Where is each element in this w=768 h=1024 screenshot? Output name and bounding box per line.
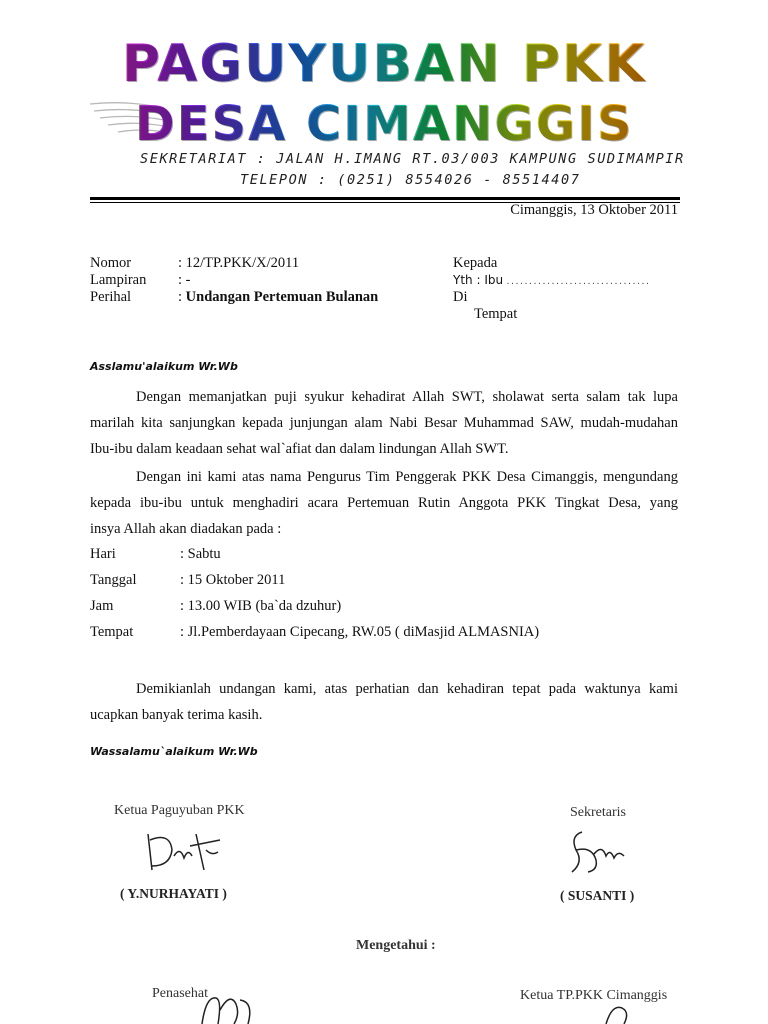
event-tanggal-value: : 15 Oktober 2011 xyxy=(180,572,286,588)
signature-penasehat-icon xyxy=(196,990,256,1024)
greeting: Asslamu'alaikum Wr.Wb xyxy=(90,360,238,373)
event-tanggal-label: Tanggal xyxy=(90,572,137,588)
perihal-value-row xyxy=(178,289,378,306)
paragraph-2-line: insya Allah akan diadakan pada : xyxy=(90,521,282,537)
recipient-kepada: Kepada xyxy=(453,255,498,271)
event-tempat-label: Tempat xyxy=(90,624,134,640)
event-hari-value: : Sabtu xyxy=(180,546,221,562)
phone-line: TELEPON : (0251) 8554026 - 85514407 xyxy=(240,172,581,188)
recipient-dots: ................................ xyxy=(506,276,651,287)
signature-nurhayati-icon xyxy=(140,826,230,876)
signature-ketua-tp-icon xyxy=(598,1000,638,1024)
paragraph-2-line: Dengan ini kami atas nama Pengurus Tim Penggerak PKK Desa Cimanggis, mengundang xyxy=(136,469,678,485)
address-line: SEKRETARIAT : JALAN H.IMANG RT.03/003 KAMPUNG SUDIMAMPIR xyxy=(140,151,685,167)
paragraph-3-line: Demikianlah undangan kami, atas perhatian dan kehadiran tepat pada waktunya kami xyxy=(136,681,678,697)
event-hari-label: Hari xyxy=(90,546,116,562)
mengetahui-label: Mengetahui : xyxy=(356,938,436,953)
perihal-value: Undangan Pertemuan Bulanan xyxy=(185,289,379,305)
signature-susanti-icon xyxy=(562,826,632,881)
paragraph-1 xyxy=(90,384,678,462)
right-signer-name: ( SUSANTI ) xyxy=(560,888,635,903)
paragraph-1-line: Dengan memanjatkan puji syukur kehadirat Allah SWT, sholawat serta salam tak lupa xyxy=(136,389,678,405)
lampiran-value: : - xyxy=(178,272,191,288)
closing: Wassalamu`alaikum Wr.Wb xyxy=(90,745,258,758)
event-jam-label: Jam xyxy=(90,598,114,614)
paragraph-3 xyxy=(90,676,678,728)
right-signer-title: Sekretaris xyxy=(570,805,626,820)
date-line: Cimanggis, 13 Oktober 2011 xyxy=(510,202,678,218)
event-tempat-value: : Jl.Pemberdayaan Cipecang, RW.05 ( diMasjid ALMASNIA) xyxy=(180,624,540,640)
bottom-right-signer-title: Ketua TP.PKK Cimanggis xyxy=(520,988,668,1003)
paragraph-2-line: kepada ibu-ibu untuk menghadiri acara Pertemuan Rutin Anggota PKK Tingkat Desa, yang xyxy=(90,495,678,511)
paragraph-1-line: marilah kita sanjungkan kepada junjungan alam Nabi Besar Muhammad SAW, mudah-mudahan xyxy=(90,415,678,431)
left-signer-name: ( Y.NURHAYATI ) xyxy=(120,886,227,901)
nomor-label: Nomor xyxy=(90,255,132,271)
recipient-di: Di xyxy=(453,289,468,305)
nomor-value: : 12/TP.PKK/X/2011 xyxy=(178,255,300,271)
paragraph-3-line: ucapkan banyak terima kasih. xyxy=(90,707,263,723)
lampiran-label: Lampiran xyxy=(90,272,147,288)
recipient-yth-row xyxy=(453,272,651,289)
org-title-line1: PAGUYUBAN PKK xyxy=(0,34,768,94)
recipient-tempat: Tempat xyxy=(474,306,518,322)
paragraph-2 xyxy=(90,464,678,542)
perihal-colon: : xyxy=(178,289,186,305)
recipient-yth: Yth : Ibu xyxy=(453,273,504,287)
perihal-label: Perihal xyxy=(90,289,132,305)
left-signer-title: Ketua Paguyuban PKK xyxy=(114,803,245,818)
bottom-left-signer-title: Penasehat xyxy=(152,986,208,1001)
org-title-line2: DESA CIMANGGIS xyxy=(0,96,768,152)
header-divider xyxy=(90,197,680,200)
event-jam-value: : 13.00 WIB (ba`da dzuhur) xyxy=(180,598,342,614)
paragraph-1-line: Ibu-ibu dalam keadaan sehat wal`afiat dan dalam lindungan Allah SWT. xyxy=(90,441,509,457)
